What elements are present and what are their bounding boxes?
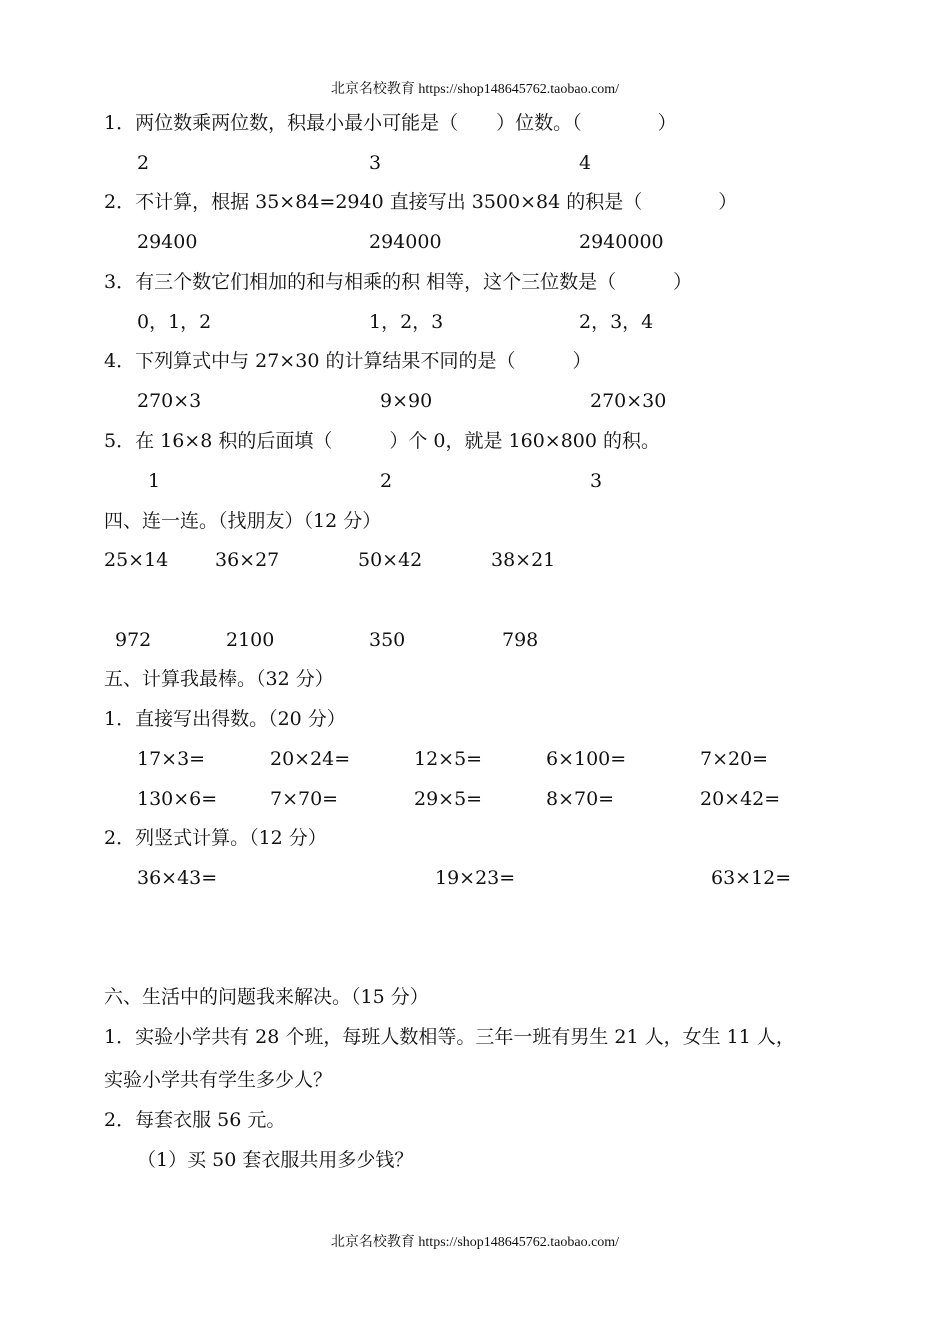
match-top-1: 25×14 xyxy=(104,549,169,571)
q1-option-c: 4 xyxy=(579,152,592,174)
question-5: 5．在 16×8 积的后面填（ ）个 0，就是 160×800 的积。 xyxy=(104,430,661,452)
q4-option-a: 270×3 xyxy=(137,390,202,412)
question-1: 1．两位数乘两位数，积最小最小可能是（ ）位数。（ ） xyxy=(104,112,677,134)
q5-option-b: 2 xyxy=(380,470,393,492)
q3-option-b: 1，2，3 xyxy=(369,311,444,333)
q2-option-a: 29400 xyxy=(137,231,198,253)
section-4-title: 四、连一连。（找朋友）（12 分） xyxy=(104,510,382,532)
problem-2: 2．每套衣服 56 元。 xyxy=(104,1109,286,1131)
calc-r2-5: 20×42= xyxy=(700,788,781,810)
calc-r1-2: 20×24= xyxy=(270,748,351,770)
q3-option-a: 0，1，2 xyxy=(137,311,212,333)
calc-r2-3: 29×5= xyxy=(414,788,483,810)
match-bottom-3: 350 xyxy=(369,629,406,651)
vertical-calc-2: 19×23= xyxy=(435,867,516,889)
calc-r2-2: 7×70= xyxy=(270,788,339,810)
calc-r2-4: 8×70= xyxy=(546,788,615,810)
question-4: 4．下列算式中与 27×30 的计算结果不同的是（ ） xyxy=(104,350,592,372)
match-top-3: 50×42 xyxy=(358,549,423,571)
match-bottom-1: 972 xyxy=(115,629,152,651)
vertical-calc-3: 63×12= xyxy=(711,867,792,889)
q3-option-c: 2，3，4 xyxy=(579,311,654,333)
calc-r1-1: 17×3= xyxy=(137,748,206,770)
question-3: 3．有三个数它们相加的和与相乘的积 相等，这个三位数是（ ） xyxy=(104,271,693,293)
match-top-4: 38×21 xyxy=(491,549,556,571)
question-2: 2．不计算，根据 35×84=2940 直接写出 3500×84 的积是（ ） xyxy=(104,191,738,213)
calc-r2-1: 130×6= xyxy=(137,788,218,810)
calc-r1-4: 6×100= xyxy=(546,748,627,770)
match-top-2: 36×27 xyxy=(215,549,280,571)
q2-option-c: 2940000 xyxy=(579,231,664,253)
problem-1-line-2: 实验小学共有学生多少人？ xyxy=(104,1069,333,1091)
q1-option-b: 3 xyxy=(369,152,382,174)
problem-2-sub-1: （1）买 50 套衣服共用多少钱？ xyxy=(137,1149,414,1171)
match-bottom-2: 2100 xyxy=(226,629,275,651)
page-header: 北京名校教育 https://shop148645762.taobao.com/ xyxy=(330,82,620,97)
problem-1-line-1: 1．实验小学共有 28 个班，每班人数相等。三年一班有男生 21 人，女生 11 人， xyxy=(104,1026,795,1048)
q5-option-a: 1 xyxy=(148,470,161,492)
q4-option-c: 270×30 xyxy=(590,390,667,412)
q4-option-b: 9×90 xyxy=(380,390,433,412)
page-footer: 北京名校教育 https://shop148645762.taobao.com/ xyxy=(330,1235,620,1250)
section-6-title: 六、生活中的问题我来解决。（15 分） xyxy=(104,986,429,1008)
calc-r1-5: 7×20= xyxy=(700,748,769,770)
vertical-calc-1: 36×43= xyxy=(137,867,218,889)
q5-option-c: 3 xyxy=(590,470,603,492)
section-5-part-2: 2．列竖式计算。（12 分） xyxy=(104,827,327,849)
q1-option-a: 2 xyxy=(137,152,150,174)
section-5-title: 五、计算我最棒。（32 分） xyxy=(104,668,334,690)
match-bottom-4: 798 xyxy=(502,629,539,651)
calc-r1-3: 12×5= xyxy=(414,748,483,770)
section-5-part-1: 1．直接写出得数。（20 分） xyxy=(104,708,346,730)
q2-option-b: 294000 xyxy=(369,231,442,253)
